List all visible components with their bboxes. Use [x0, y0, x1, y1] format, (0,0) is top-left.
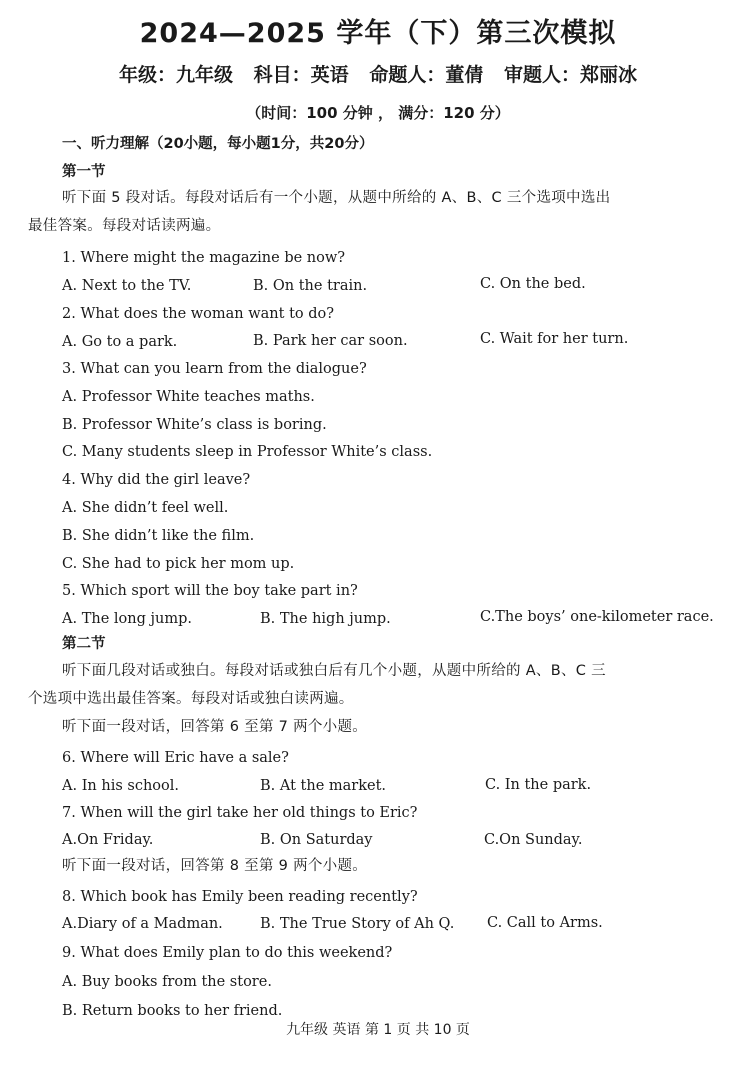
question-6-option-b: B. At the market.: [260, 778, 387, 794]
question-9-option-b: B. Return books to her friend.: [62, 1003, 283, 1019]
question-4-stem: 4. Why did the girl leave?: [62, 472, 251, 488]
question-9-stem: 9. What does Emily plan to do this weekend?: [62, 945, 393, 961]
part1-heading: 第一节: [62, 164, 106, 180]
question-7-option-a: A.On Friday.: [62, 832, 154, 848]
part2-sub-instruction-a: 听下面一段对话，回答第 6 至第 7 两个小题。: [62, 719, 368, 735]
question-4-option-c: C. She had to pick her mom up.: [62, 556, 295, 572]
question-8-option-a: A.Diary of a Madman.: [62, 916, 223, 932]
question-6-stem: 6. Where will Eric have a sale?: [62, 750, 289, 766]
question-4-option-b: B. She didn’t like the film.: [62, 528, 255, 544]
question-6-option-a: A. In his school.: [62, 778, 179, 794]
question-3-option-b: B. Professor White’s class is boring.: [62, 417, 327, 433]
question-8-option-b: B. The True Story of Ah Q.: [260, 916, 455, 932]
grade-label: 年级：九年级: [119, 64, 234, 86]
subject-label: 科目：英语: [253, 64, 349, 86]
question-8-stem: 8. Which book has Emily been reading recently?: [62, 889, 418, 905]
question-1-option-b: B. On the train.: [253, 278, 368, 294]
question-7-option-b: B. On Saturday: [260, 832, 373, 848]
question-7-stem: 7. When will the girl take her old things to Eric?: [62, 805, 418, 821]
question-5-option-a: A. The long jump.: [62, 611, 192, 627]
question-4-option-a: A. She didn’t feel well.: [62, 500, 229, 516]
part2-instruction-line2: 个选项中选出最佳答案。每段对话或独白读两遍。: [28, 691, 354, 707]
question-5-option-c: C.The boys’ one-kilometer race.: [480, 609, 714, 625]
part1-instruction-line1: 听下面 5 段对话。每段对话后有一个小题，从题中所给的 A、B、C 三个选项中选出: [62, 190, 611, 206]
part2-heading: 第二节: [62, 636, 106, 652]
question-5-option-b: B. The high jump.: [260, 611, 391, 627]
question-2-option-a: A. Go to a park.: [62, 334, 178, 350]
question-2-option-c: C. Wait for her turn.: [480, 331, 629, 347]
exam-title: 2024—2025 学年（下）第三次模拟: [139, 18, 617, 49]
question-5-stem: 5. Which sport will the boy take part in?: [62, 583, 358, 599]
part2-instruction-line1: 听下面几段对话或独白。每段对话或独白后有几个小题，从题中所给的 A、B、C 三: [62, 663, 606, 679]
part1-instruction-line2: 最佳答案。每段对话读两遍。: [28, 218, 221, 234]
question-8-option-c: C. Call to Arms.: [487, 915, 603, 931]
question-3-option-a: A. Professor White teaches maths.: [62, 389, 315, 405]
question-9-option-a: A. Buy books from the store.: [62, 974, 272, 990]
time-info: （时间：100 分钟 ， 满分：120 分）: [246, 104, 510, 122]
question-2-option-b: B. Park her car soon.: [253, 333, 408, 349]
question-3-option-c: C. Many students sleep in Professor White’s class.: [62, 444, 433, 460]
question-1-stem: 1. Where might the magazine be now?: [62, 250, 346, 266]
setter-label: 命题人：董倩: [369, 64, 484, 86]
page-footer: 九年级 英语 第 1 页 共 10 页: [286, 1022, 470, 1038]
reviewer-label: 审题人：郑丽冰: [503, 64, 637, 86]
question-2-stem: 2. What does the woman want to do?: [62, 306, 335, 322]
question-6-option-c: C. In the park.: [485, 777, 592, 793]
question-1-option-c: C. On the bed.: [480, 276, 586, 292]
question-3-stem: 3. What can you learn from the dialogue?: [62, 361, 367, 377]
question-1-option-a: A. Next to the TV.: [62, 278, 192, 294]
part2-sub-instruction-b: 听下面一段对话，回答第 8 至第 9 两个小题。: [62, 858, 368, 874]
section-heading: 一、听力理解（20小题，每小题1分，共20分）: [62, 136, 374, 152]
exam-meta: [0, 60, 756, 90]
question-7-option-c: C.On Sunday.: [484, 832, 583, 848]
